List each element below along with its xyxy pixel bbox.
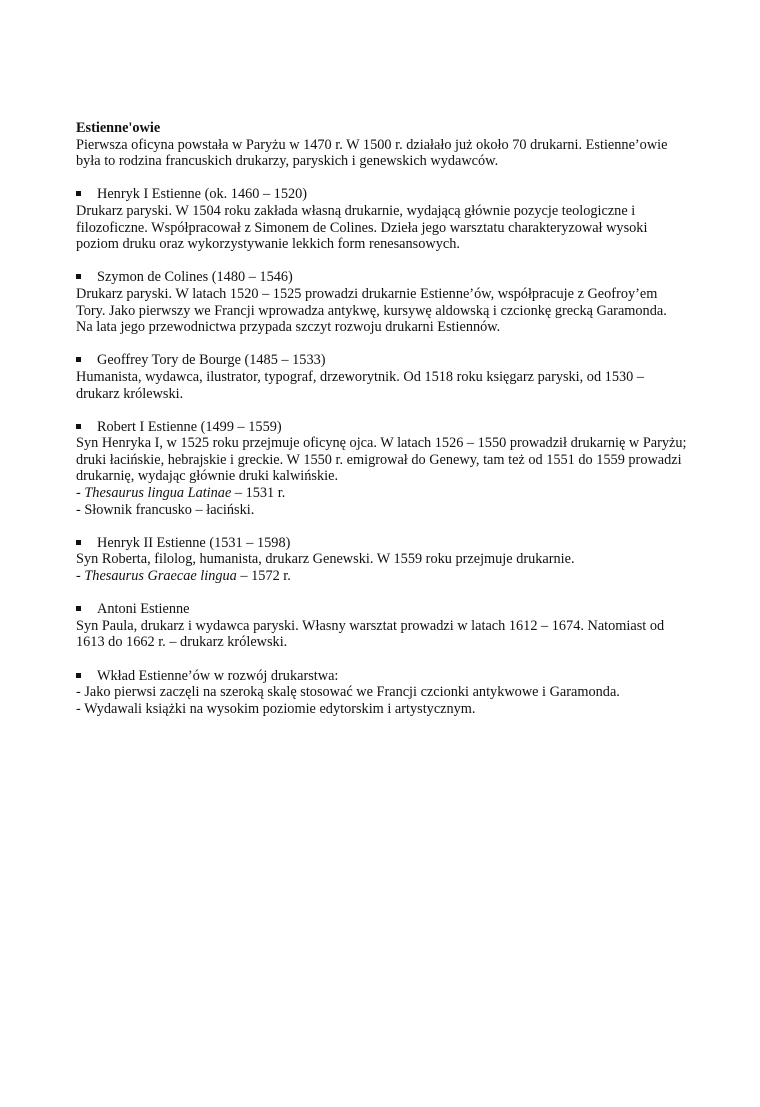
section-line: filozoficzne. Współpracował z Simonem de Colines. Dzieła jego warsztatu charakteryzował wysoki [76,219,648,236]
section-heading [76,269,696,286]
bullet-square-icon [76,357,81,362]
work-title: Thesaurus lingua Latinae [84,485,232,502]
section-szymon-de-colines [76,269,696,335]
section-heading-text: Robert I Estienne (1499 – 1559) [97,418,282,435]
section-robert-i [76,419,696,519]
section-line: drukarnię, wydając głównie druki kalwińskie. [76,468,339,485]
section-line: - Wydawali książki na wysokim poziomie edytorskim i artystycznym. [76,700,476,717]
section-line: Na lata jego przewodnictwa przypada szczyt rozwoju drukarni Estiennów. [76,319,501,336]
section-heading [76,668,696,685]
section-heading-text: Wkład Estienne’ów w rozwój drukarstwa: [97,667,339,684]
section-line: Syn Paula, drukarz i wydawca paryski. Własny warsztat prowadzi w latach 1612 – 1674. Natomiast od [76,617,665,634]
bullet-square-icon [76,673,81,678]
document-title: Estienne'owie [76,120,161,136]
section-heading [76,535,696,552]
work-prefix: - Słownik francusko – łaciński. [76,501,255,518]
work-suffix: – 1572 r. [236,568,291,585]
work-item [76,568,696,585]
work-prefix: - [76,568,85,585]
section-line: Tory. Jako pierwszy we Francji wprowadza antykwę, kursywę aldowską i czcionkę grecką Garamonda. [76,302,667,319]
section-line: Drukarz paryski. W 1504 roku zakłada własną drukarnie, wydającą głównie pozycje teologiczne i [76,202,636,219]
section-line: Syn Henryka I, w 1525 roku przejmuje oficynę ojca. W latach 1526 – 1550 prowadził drukarnię w Paryżu; [76,435,687,452]
section-heading-text: Szymon de Colines (1480 – 1546) [97,269,293,286]
bullet-square-icon [76,274,81,279]
work-suffix: – 1531 r. [231,485,286,502]
section-heading-text: Antoni Estienne [97,601,190,618]
section-line: 1613 do 1662 r. – drukarz królewski. [76,634,288,651]
bullet-square-icon [76,540,81,545]
work-item [76,485,696,502]
section-heading [76,352,696,369]
section-line: Syn Roberta, filolog, humanista, drukarz Genewski. W 1559 roku przejmuje drukarnie. [76,551,575,568]
section-heading [76,186,696,203]
bullet-square-icon [76,191,81,196]
intro-line: była to rodzina francuskich drukarzy, paryskich i genewskich wydawców. [76,153,499,170]
work-title: Thesaurus Graecae lingua [84,568,237,585]
bullet-square-icon [76,606,81,611]
document-page [76,120,696,734]
section-henryk-i [76,186,696,252]
intro-paragraph [76,137,696,170]
section-henryk-ii [76,535,696,585]
section-line: drukarz królewski. [76,385,184,402]
bullet-square-icon [76,424,81,429]
intro-line: Pierwsza oficyna powstała w Paryżu w 1470 r. W 1500 r. działało już około 70 drukarni. Estienne’owie [76,136,668,153]
section-line: Drukarz paryski. W latach 1520 – 1525 prowadzi drukarnie Estienne’ów, współpracuje z Geofroy’em [76,285,658,302]
section-antoni [76,601,696,651]
section-heading-text: Henryk I Estienne (ok. 1460 – 1520) [97,186,308,203]
section-heading [76,601,696,618]
section-geoffrey-tory [76,352,696,402]
section-line: - Jako pierwsi zaczęli na szeroką skalę stosować we Francji czcionki antykwowe i Garamonda. [76,684,620,701]
section-heading-text: Henryk II Estienne (1531 – 1598) [97,534,291,551]
section-line: poziom druku oraz wykorzystywanie lekkich form renesansowych. [76,236,460,253]
section-line: Humanista, wydawca, ilustrator, typograf, drzeworytnik. Od 1518 roku księgarz paryski, od 1530 – [76,368,644,385]
work-prefix: - [76,485,85,502]
section-line: druki łacińskie, hebrajskie i greckie. W 1550 r. emigrował do Genewy, tam też od 1551 do 1559 prowadzi [76,451,682,468]
section-heading [76,419,696,436]
section-contribution [76,668,696,718]
work-item [76,502,696,519]
section-heading-text: Geoffrey Tory de Bourge (1485 – 1533) [97,352,326,369]
